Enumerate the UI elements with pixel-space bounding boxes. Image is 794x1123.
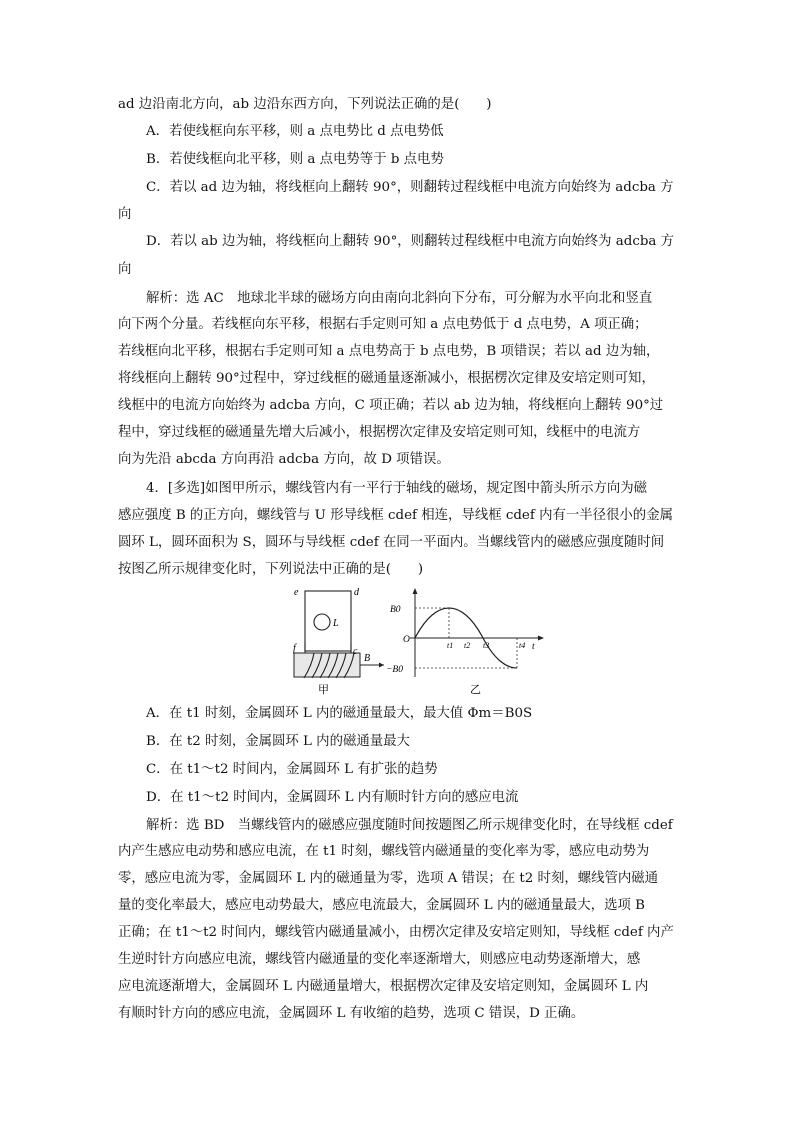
- question-4-line: 按图乙所示规律变化时，下列说法中正确的是( ): [118, 562, 424, 577]
- analysis-4-line: 零，感应电流为零，金属圆环 L 内的磁通量为零，选项 A 错误；在 t2 时刻，螺线管内磁通: [118, 871, 659, 886]
- option-c-line: C．若以 ad 边为轴，将线框向上翻转 90°，则翻转过程线框中电流方向始终为 adcba 方: [146, 180, 674, 195]
- label-origin: O: [403, 635, 410, 645]
- q4-option-a: A．在 t1 时刻，金属圆环 L 内的磁通量最大，最大值 Φm＝B0S: [146, 706, 533, 721]
- analysis-4-line: 有顺时针方向的感应电流，金属圆环 L 有收缩的趋势，选项 C 错误，D 正确。: [118, 1006, 585, 1021]
- analysis-4-line: 解析：选 BD 当螺线管内的磁感应强度随时间按题图乙所示规律变化时，在导线框 cdef: [146, 818, 673, 833]
- q4-option-b: B．在 t2 时刻，金属圆环 L 内的磁通量最大: [146, 734, 410, 749]
- label-B0: B0: [390, 605, 401, 615]
- label-t: t: [532, 642, 535, 652]
- analysis-1-line: 若线框向北平移，根据右手定则可知 a 点电势高于 b 点电势，B 项错误；若以 ad 边为轴，: [118, 344, 660, 359]
- analysis-1-line: 向下两个分量。若线框向东平移，根据右手定则可知 a 点电势低于 d 点电势，A 项正确；: [118, 317, 648, 332]
- label-L: L: [333, 618, 339, 629]
- question-4-line: 4．[多选]如图甲所示，螺线管内有一平行于轴线的磁场，规定图中箭头所示方向为磁: [146, 481, 648, 496]
- text-line-1: ad 边沿南北方向，ab 边沿东西方向，下列说法正确的是( ): [118, 97, 492, 112]
- figure-jia-solenoid: [284, 583, 390, 697]
- question-4-line: 感应强度 B 的正方向，螺线管与 U 形导线框 cdef 相连，导线框 cdef 内有一半径很小的金属: [118, 508, 673, 523]
- analysis-1-line: 解析：选 AC 地球北半球的磁场方向由南向北斜向下分布，可分解为水平向北和竖直: [146, 291, 653, 306]
- analysis-4-line: 生逆时针方向感应电流，螺线管内磁通量的变化率逐渐增大，则感应电动势逐渐增大，感: [118, 952, 641, 967]
- option-d-line: D．若以 ab 边为轴，将线框向上翻转 90°，则翻转过程线框中电流方向始终为 adcba 方: [146, 234, 675, 249]
- caption-yi: 乙: [470, 684, 481, 696]
- label-t4: t4: [519, 641, 526, 650]
- analysis-4-line: 正确；在 t1～t2 时间内，螺线管内磁通量减小，由楞次定律及安培定则知，导线框 cdef 内产: [118, 925, 674, 940]
- label-t1: t1: [447, 641, 454, 650]
- analysis-4-line: 内产生感应电动势和感应电流，在 t1 时刻，螺线管内磁通量的变化率为零，感应电动势为: [118, 844, 650, 859]
- question-4-line: 圆环 L，圆环面积为 S，圆环与导线框 cdef 在同一平面内。当螺线管内的磁感应强度随时间: [118, 535, 665, 550]
- analysis-1-line: 将线框向上翻转 90°过程中，穿过线框的磁通量逐渐减小，根据楞次定律及安培定则可知，: [118, 371, 655, 386]
- label-neg-B0: −B0: [386, 665, 403, 675]
- label-f: f: [293, 643, 296, 654]
- q4-option-c: C．在 t1～t2 时间内，金属圆环 L 有扩张的趋势: [146, 762, 438, 777]
- label-d: d: [354, 587, 359, 598]
- label-c: c: [353, 646, 358, 657]
- label-t3: t3: [483, 641, 490, 650]
- analysis-4-line: 应电流逐渐增大，金属圆环 L 内磁通量增大，根据楞次定律及安培定则知，金属圆环 L 内: [118, 979, 649, 994]
- analysis-1-line: 线框中的电流方向始终为 adcba 方向，C 项正确；若以 ab 边为轴，将线框向上翻转 90°过: [118, 398, 664, 413]
- option-c-cont: 向: [118, 207, 132, 222]
- analysis-4-line: 量的变化率最大，感应电动势最大，感应电流最大，金属圆环 L 内的磁通量最大，选项 B: [118, 898, 645, 913]
- analysis-1-line: 向为先沿 abcda 方向再沿 adcba 方向，故 D 项错误。: [118, 452, 450, 467]
- metal-ring: [314, 614, 330, 630]
- analysis-1-line: 程中，穿过线框的磁通量先增大后减小，根据楞次定律及安培定则可知，线框中的电流方: [118, 425, 641, 440]
- figure-yi-graph: [386, 585, 546, 697]
- label-t2: t2: [464, 641, 471, 650]
- option-d-cont: 向: [118, 262, 132, 277]
- option-a-line: A．若使线框向东平移，则 a 点电势比 d 点电势低: [146, 124, 444, 139]
- label-B: B: [364, 653, 371, 664]
- caption-jia: 甲: [318, 684, 329, 696]
- q4-option-d: D．在 t1～t2 时间内，金属圆环 L 内有顺时针方向的感应电流: [146, 790, 519, 805]
- label-e: e: [294, 587, 299, 598]
- option-b-line: B．若使线框向北平移，则 a 点电势等于 b 点电势: [146, 152, 444, 167]
